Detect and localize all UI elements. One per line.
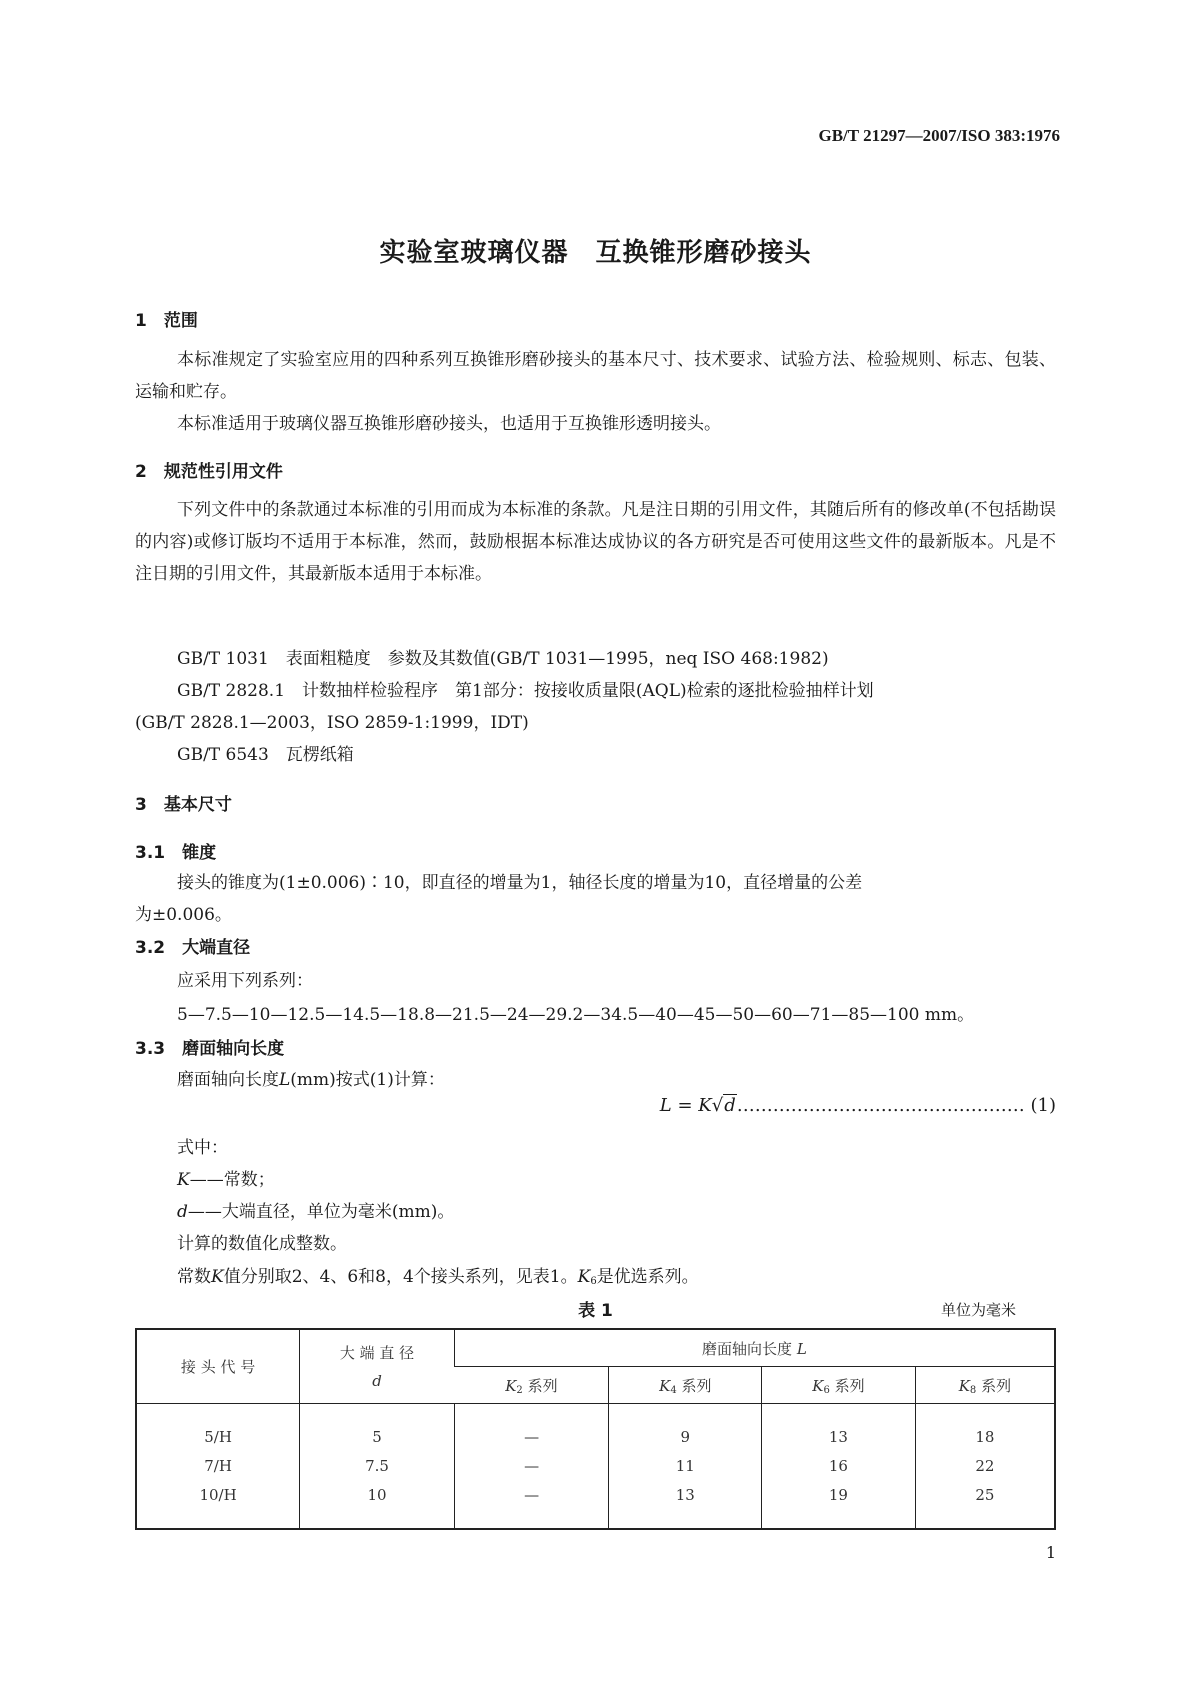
formula-1 xyxy=(660,1095,1056,1116)
header-series-k8 xyxy=(915,1367,1055,1404)
constant-note-c: 是优选系列。 xyxy=(596,1267,699,1287)
section-3-2-heading: 3.2 大端直径 xyxy=(135,938,251,958)
header-series-k2 xyxy=(454,1367,609,1404)
formula-K: K xyxy=(698,1095,712,1116)
series-k4-subscript: 4 xyxy=(670,1384,677,1396)
taper-line-2: 为±0.006。 xyxy=(135,905,232,925)
variable-K-definition xyxy=(177,1165,275,1190)
constant-note-K6: K xyxy=(577,1267,591,1287)
series-k4-symbol: K xyxy=(659,1376,671,1395)
table-cell: 9 xyxy=(680,1427,691,1446)
document-title: 实验室玻璃仪器 互换锥形磨砂接头 xyxy=(379,238,812,268)
series-k4-label: 系列 xyxy=(681,1376,712,1395)
section-2-paragraph-1: 下列文件中的条款通过本标准的引用而成为本标准的条款。凡是注日期的引用文件，其随后所有的修改单(不包括勘误的内容)或修订版均不适用于本标准，然而，鼓励根据本标准达成协议的各方研究是否可使用这些文件的最新版本。凡是不注日期的引用文件，其最新版本适用于本标准。 xyxy=(135,500,1056,584)
length-intro-symbol: L xyxy=(279,1070,291,1090)
page-number: 1 xyxy=(1045,1543,1056,1562)
header-series-k6 xyxy=(762,1367,916,1404)
table-cell: 25 xyxy=(975,1485,995,1504)
length-intro-c: (mm)按式(1)计算： xyxy=(290,1070,445,1090)
table-cell: 11 xyxy=(675,1456,695,1475)
dimension-table xyxy=(135,1328,1056,1530)
col-k2 xyxy=(454,1404,609,1530)
header-diameter-label: 大 端 直 径 xyxy=(339,1343,415,1362)
table-cell: 5/H xyxy=(204,1427,232,1446)
table-cell: 10/H xyxy=(199,1485,237,1504)
table-unit: 单位为毫米 xyxy=(940,1301,1016,1319)
series-k6-symbol: K xyxy=(812,1376,824,1395)
diameter-intro: 应采用下列系列： xyxy=(177,971,313,991)
series-k8-label: 系列 xyxy=(981,1376,1012,1395)
table-cell: 16 xyxy=(828,1456,848,1475)
section-3-heading: 3 基本尺寸 xyxy=(135,795,232,815)
length-intro-a: 磨面轴向长度 xyxy=(177,1070,279,1090)
section-3-1-heading: 3.1 锥度 xyxy=(135,843,217,863)
table-cell: 13 xyxy=(675,1485,695,1504)
series-k6-label: 系列 xyxy=(834,1376,865,1395)
table-body xyxy=(136,1404,1055,1530)
series-k2-label: 系列 xyxy=(527,1376,558,1395)
formula-equals: = xyxy=(677,1095,693,1116)
header-length-label: 磨面轴向长度 xyxy=(702,1339,793,1358)
section-3-3-heading: 3.3 磨面轴向长度 xyxy=(135,1039,285,1059)
table-cell: 5 xyxy=(372,1427,382,1446)
table-cell: 18 xyxy=(975,1427,995,1446)
header-diameter-symbol: d xyxy=(372,1371,382,1390)
variable-d-description: ——大端直径，单位为毫米(mm)。 xyxy=(187,1202,455,1222)
table-cell: 19 xyxy=(828,1485,848,1504)
series-k2-subscript: 2 xyxy=(516,1384,523,1396)
formula-number: (1) xyxy=(1030,1095,1056,1116)
variable-K-symbol: K xyxy=(177,1170,190,1190)
reference-gbt1031: GB/T 1031 表面粗糙度 参数及其数值(GB/T 1031—1995，neq ISO 468:1982) xyxy=(177,649,829,669)
constant-note xyxy=(177,1262,699,1287)
section-1-paragraph-1: 本标准规定了实验室应用的四种系列互换锥形磨砂接头的基本尺寸、技术要求、试验方法、检验规则、标志、包装、运输和贮存。 xyxy=(135,350,1056,402)
diameter-series: 5—7.5—10—12.5—14.5—18.8—21.5—24—29.2—34.5—40—45—50—60—71—85—100 mm。 xyxy=(177,1005,975,1025)
formula-L: L xyxy=(659,1095,672,1116)
series-k8-subscript: 8 xyxy=(969,1384,977,1396)
reference-gbt2828-line2: (GB/T 2828.1—2003，ISO 2859-1:1999，IDT) xyxy=(135,713,529,733)
length-intro xyxy=(177,1065,445,1090)
header-series-k4 xyxy=(609,1367,762,1404)
series-k2-symbol: K xyxy=(505,1376,517,1395)
variable-K-description: ——常数； xyxy=(189,1170,275,1190)
where-label: 式中： xyxy=(177,1138,228,1158)
table-cell: — xyxy=(524,1456,540,1475)
col-k4 xyxy=(609,1404,762,1530)
section-1-paragraph-2: 本标准适用于玻璃仪器互换锥形磨砂接头，也适用于互换锥形透明接头。 xyxy=(177,414,721,434)
table-cell: 10 xyxy=(367,1485,387,1504)
col-joint-code xyxy=(136,1404,300,1530)
section-2-heading: 2 规范性引用文件 xyxy=(135,462,283,482)
table-cell: 7/H xyxy=(204,1456,232,1475)
constant-note-a: 常数 xyxy=(177,1267,211,1287)
variable-d-symbol: d xyxy=(177,1202,188,1222)
table-header-row-1 xyxy=(136,1329,1055,1367)
formula-leader-dots: ………………………………………… xyxy=(736,1095,1025,1116)
section-1-heading: 1 范围 xyxy=(135,311,198,331)
constant-note-b: 值分别取2、4、6和8，4个接头系列，见表1。 xyxy=(223,1267,578,1287)
table-caption: 表 1 xyxy=(578,1301,613,1321)
table-cell: — xyxy=(524,1485,540,1504)
col-k8 xyxy=(915,1404,1055,1530)
taper-line-1: 接头的锥度为(1±0.006)∶10，即直径的增量为1，轴径长度的增量为10，直径增量的公差 xyxy=(177,873,863,893)
constant-note-K6-subscript: 6 xyxy=(590,1276,597,1287)
table-cell: 22 xyxy=(975,1456,995,1475)
table-cell: — xyxy=(524,1427,540,1446)
series-k6-subscript: 6 xyxy=(823,1384,830,1396)
header-joint-code: 接 头 代 号 xyxy=(136,1329,300,1404)
header-large-end-diameter xyxy=(300,1329,455,1404)
sqrt-icon: √ xyxy=(711,1095,724,1116)
col-k6 xyxy=(762,1404,916,1530)
table-cell: 7.5 xyxy=(365,1456,389,1475)
standard-code: GB/T 21297—2007/ISO 383:1976 xyxy=(818,126,1060,145)
col-diameter xyxy=(300,1404,455,1530)
reference-gbt6543: GB/T 6543 瓦楞纸箱 xyxy=(177,745,354,765)
table-cell: 13 xyxy=(828,1427,848,1446)
header-length-symbol: L xyxy=(796,1339,807,1358)
reference-gbt2828-line1: GB/T 2828.1 计数抽样检验程序 第1部分：按接收质量限(AQL)检索的逐批检验抽样计划 xyxy=(177,681,874,701)
series-k8-symbol: K xyxy=(958,1376,970,1395)
formula-d: d xyxy=(724,1095,736,1116)
rounding-note: 计算的数值化成整数。 xyxy=(177,1234,347,1254)
constant-note-K: K xyxy=(211,1267,224,1287)
header-ground-length xyxy=(454,1329,1055,1367)
variable-d-definition xyxy=(177,1197,454,1222)
